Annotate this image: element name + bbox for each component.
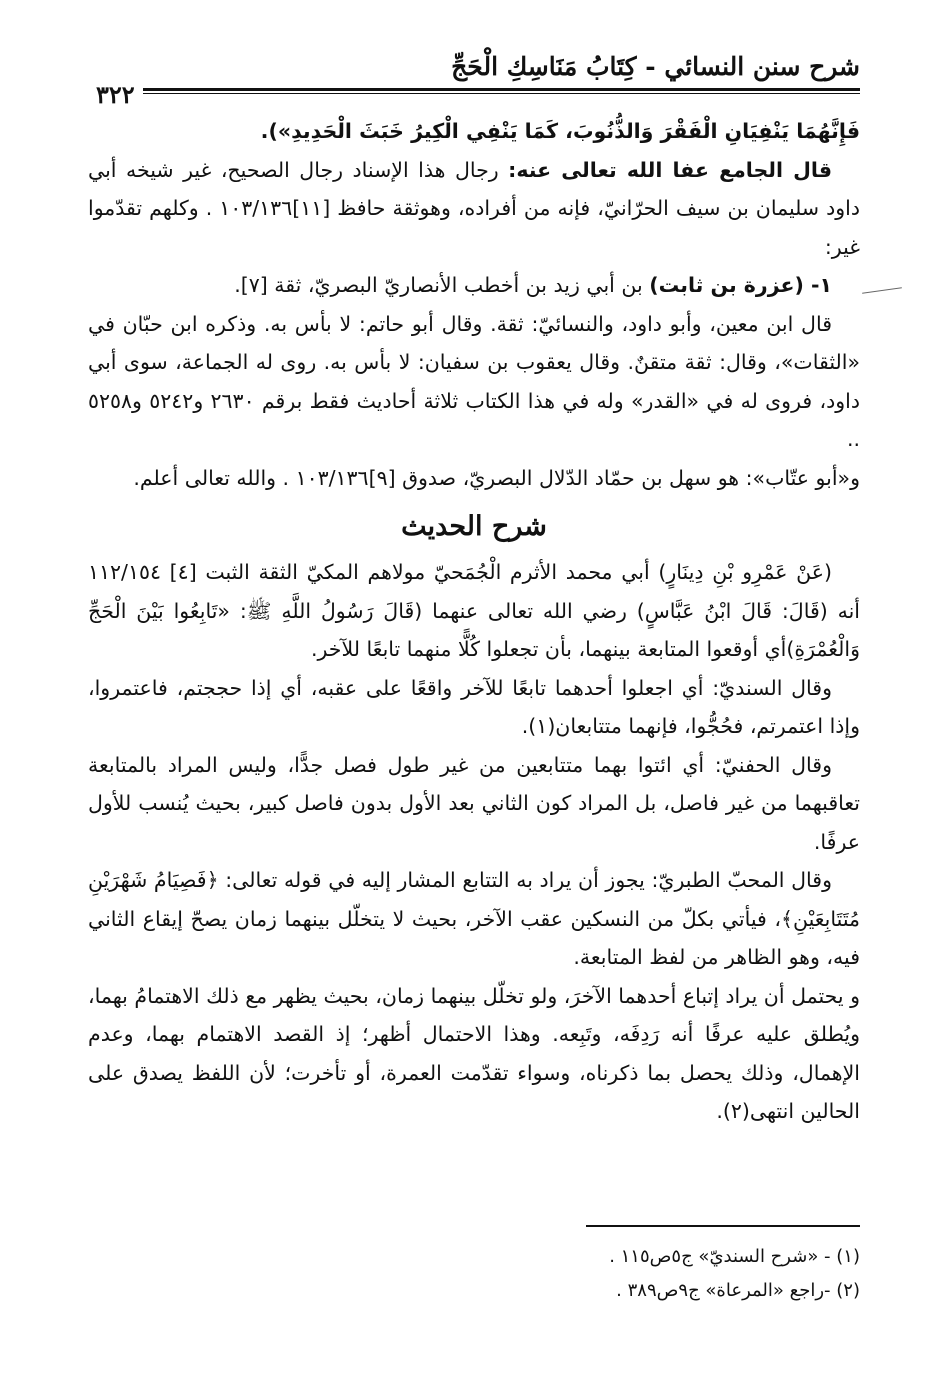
commentary-paragraph: و يحتمل أن يراد إتباع أحدهما الآخرَ، ولو تخلّل بينهما زمان، بحيث يظهر مع ذلك الاهتمامُ بهما، ويُطلق عليه عرفًا أنه رَدِفَه، وتَبِعه. وهذا الاحتمال أظهر؛ إذ القصد الاهتمام بهما، وعدم الإهمال، وذلك يحصل بما ذكرناه، وسواء تقدّمت العمرة، أو تأخرت؛ لأن اللفظ يصدق على الحالين انتهى(٢). bbox=[88, 983, 860, 1123]
paragraph-body: بن أبي زيد بن أخطب الأنصاريّ البصريّ، ثقة [٧]. bbox=[234, 273, 650, 297]
footnote-separator bbox=[586, 1225, 860, 1227]
header-rule-thin bbox=[88, 93, 860, 94]
running-title: شرح سنن النسائي - كِتَابُ مَنَاسِكِ الْحَجِّ bbox=[451, 52, 860, 81]
paragraph: و«أبو عتّاب»: هو سهل بن حمّاد الدّلال البصريّ، صدوق [٩]١٠٣/١٣٦ . والله تعالى أعلم. bbox=[133, 465, 860, 490]
commentary-paragraph: وقال المحبّ الطبريّ: يجوز أن يراد به التتابع المشار إليه في قوله تعالى: ﴿فَصِيَامُ شَهْرَيْنِ مُتَتَابِعَيْنِ﴾، فيأتي بكلّ من النسكين عقب الآخر، بحيث لا يتخلّل بينهما زمان يصحّ إيقاع الثاني فيه، وهو الظاهر من لفظ المتابعة. bbox=[88, 868, 860, 969]
paragraph-lead: ١- (عزرة بن ثابت) bbox=[649, 273, 832, 297]
margin-mark bbox=[862, 287, 902, 294]
paragraph bbox=[88, 151, 860, 267]
paragraph-lead: قال الجامع عفا الله تعالى عنه: bbox=[508, 157, 833, 182]
footnotes bbox=[88, 1240, 860, 1308]
commentary-paragraph: وقال الحفنيّ: أي ائتوا بهما متتابعين من غير طول فصل جدًّا، وليس المراد بالمتابعة تعاقبهما من غير فاصل، بل المراد كون الثاني بعد الأول بدون فاصل كبير، بحيث يُنسب للأول عرفًا. bbox=[88, 752, 860, 854]
page-header bbox=[88, 52, 860, 112]
hadith-ending: فَإِنَّهُمَا يَنْفِيَانِ الْفَقْرَ وَالذُّنُوبَ، كَمَا يَنْفِي الْكِيرُ خَبَثَ الْحَدِيدِ»). bbox=[260, 119, 860, 143]
footnote: (٢) -راجع «المرعاة» ج٩ص٣٨٩ . bbox=[616, 1280, 860, 1301]
paragraph bbox=[88, 266, 860, 305]
footnote: (١) - «شرح السنديّ» ج٥ص١١٥ . bbox=[609, 1246, 860, 1267]
section-title: شرح الحديث bbox=[401, 511, 547, 542]
main-text bbox=[88, 112, 860, 1131]
commentary-paragraph: وقال السنديّ: أي اجعلوا أحدهما تابعًا للآخر واقعًا على عقبه، أي إذا حججتم، فاعتمروا، وإذا اعتمرتم، فحُجُّوا، فإنهما متتابعان(١). bbox=[88, 675, 860, 738]
paragraph: قال ابن معين، وأبو داود، والنسائيّ: ثقة. وقال أبو حاتم: لا بأس به. وذكره ابن حبّان في «الثقات»، وقال: ثقة متقنٌ. وقال يعقوب بن سفيان: لا بأس به. روى له الجماعة، سوى أبي داود، فروى له في «القدر» وله في هذا الكتاب ثلاثة أحاديث فقط برقم ٢٦٣٠ و٥٢٤٢ و٥٢٥٨ .. bbox=[88, 311, 860, 451]
header-rule bbox=[88, 88, 860, 91]
paragraph-body: رجال هذا الإسناد رجال الصحيح، غير شيخه أبي داود سليمان بن سيف الحرّانيّ، فإنه من أفراده، وهوثقة حافظ [١١]١٠٣/١٣٦ . وكلهم تقدّموا غير: bbox=[88, 157, 860, 259]
page-number: ٣٢٢ bbox=[88, 80, 143, 109]
commentary-paragraph: (عَنْ عَمْرِو بْنِ دِينَارٍ) أبي محمد الأثرم الْجُمَحيّ مولاهم المكيّ الثقة الثبت [٤] ١١٢/١٥٤ أنه (قَالَ: قَالَ ابْنُ عَبَّاسٍ) رضي الله تعالى عنهما (قَالَ رَسُولُ اللَّهِ ﷺ: «تَابِعُوا بَيْنَ الْحَجِّ وَالْعُمْرَةِ)أي أوقعوا المتابعة بينهما، بأن تجعلوا كُلًّا منهما تابعًا للآخر. bbox=[88, 560, 860, 661]
